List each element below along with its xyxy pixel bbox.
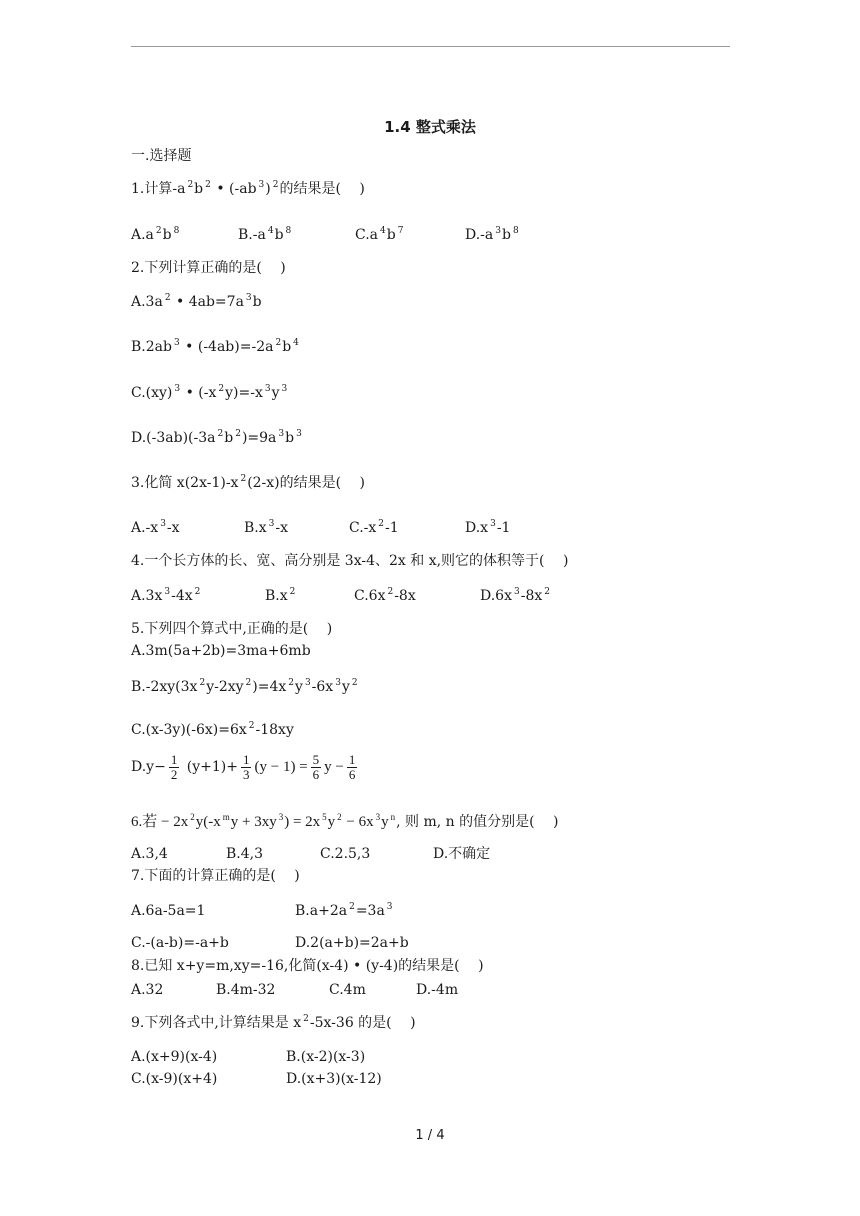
question-4-option-a: A.3x $^3$-4x $^2$ — [131, 587, 201, 604]
question-5-option-d: D.y− $\frac{1}{2}$ (y+1)+ $\frac{1}{3}$ (y − 1) = $\frac{5}{6}$ y − $\frac{1}{6}$ — [131, 752, 356, 782]
question-3-option-b: B.x $^3$-x — [244, 519, 289, 536]
question-7-stem: 7.下面的计算正确的是( ) — [131, 868, 300, 884]
page-title: 1.4 整式乘法 — [384, 118, 476, 136]
question-1-stem: 1.计算-a $^2$b $^2$ • (-ab $^3$) $^2$的结果是( ) — [131, 180, 365, 197]
question-9-option-b: B.(x-2)(x-3) — [286, 1049, 366, 1065]
question-1-option-c: C.a $^4$b $^7$ — [355, 226, 404, 243]
question-4-option-c: C.6x $^2$-8x — [354, 587, 416, 604]
question-1-option-b: B.-a $^4$b $^8$ — [238, 226, 292, 243]
question-9-option-c: C.(x-9)(x+4) — [131, 1071, 218, 1087]
question-3-option-d: D.x $^3$-1 — [465, 519, 511, 536]
question-4-stem: 4.一个长方体的长、宽、高分别是 3x-4、2x 和 x,则它的体积等于( ) — [131, 553, 569, 569]
fraction: $\frac{1}{2}$ — [170, 752, 178, 782]
question-4-option-b: B.x $^2$ — [265, 587, 296, 604]
question-2-option-d: D.(-3ab)(-3a $^2$b $^2$)=9a $^3$b $^3$ — [131, 429, 302, 446]
question-5-option-c: C.(x-3y)(-6x)=6x $^2$-18xy — [131, 721, 294, 738]
question-3-stem: 3.化简 x(2x-1)-x $^2$(2-x)的结果是( ) — [131, 474, 366, 491]
question-8-option-c: C.4m — [329, 982, 366, 998]
question-6-option-b: B.4,3 — [226, 846, 264, 862]
question-9-stem: 9.下列各式中,计算结果是 x $^2$-5x-36 的是( ) — [131, 1014, 416, 1031]
question-3-option-a: A.-x $^3$-x — [131, 519, 180, 536]
fraction: $\frac{1}{3}$ — [242, 752, 250, 782]
question-6-option-c: C.2.5,3 — [320, 846, 371, 862]
question-5-option-b: B.-2xy(3x $^2$y-2xy $^2$)=4x $^2$y $^3$-6x $^3$y $^2$ — [131, 678, 358, 695]
question-7-option-d: D.2(a+b)=2a+b — [295, 935, 409, 951]
question-6-option-d: D.不确定 — [433, 846, 491, 862]
question-5-stem: 5.下列四个算式中,正确的是( ) — [131, 621, 333, 637]
fraction: $\frac{5}{6}$ — [312, 752, 320, 782]
question-1-option-a: A.a $^2$b $^8$ — [131, 226, 180, 243]
fraction: $\frac{1}{6}$ — [348, 752, 356, 782]
question-8-option-b: B.4m-32 — [216, 982, 276, 998]
question-2-option-a: A.3a $^2$ • 4ab=7a $^3$b — [131, 293, 262, 310]
section-heading: 一.选择题 — [131, 148, 192, 164]
header-rule — [131, 46, 730, 47]
page-number: 1 / 4 — [415, 1128, 445, 1143]
question-7-option-a: A.6a-5a=1 — [131, 903, 206, 919]
question-6-stem: 6.若 − 2x $^2$y(-x $^m$y + 3xy $^3$) = 2x $^5$y $^2$ − 6x $^3$y $^n$, 则 m, n 的值分别是( ) — [131, 812, 559, 830]
question-2-option-b: B.2ab $^3$ • (-4ab)=-2a $^2$b $^4$ — [131, 338, 299, 355]
question-9-option-a: A.(x+9)(x-4) — [131, 1049, 218, 1065]
question-8-option-d: D.-4m — [416, 982, 459, 998]
question-8-stem: 8.已知 x+y=m,xy=-16,化简(x-4) • (y-4)的结果是( ) — [131, 958, 484, 974]
question-2-option-c: C.(xy) $^3$ • (-x $^2$y)=-x $^3$y $^3$ — [131, 384, 288, 401]
question-5-option-a: A.3m(5a+2b)=3ma+6mb — [131, 643, 311, 659]
question-8-option-a: A.32 — [131, 982, 164, 998]
question-9-option-d: D.(x+3)(x-12) — [286, 1071, 382, 1087]
question-1-option-d: D.-a $^3$b $^8$ — [465, 226, 519, 243]
question-7-option-b: B.a+2a $^2$=3a $^3$ — [295, 902, 393, 919]
question-7-option-c: C.-(a-b)=-a+b — [131, 935, 229, 951]
question-3-option-c: C.-x $^2$-1 — [349, 519, 399, 536]
question-2-stem: 2.下列计算正确的是( ) — [131, 260, 286, 276]
question-6-option-a: A.3,4 — [131, 846, 168, 862]
question-4-option-d: D.6x $^3$-8x $^2$ — [480, 587, 550, 604]
